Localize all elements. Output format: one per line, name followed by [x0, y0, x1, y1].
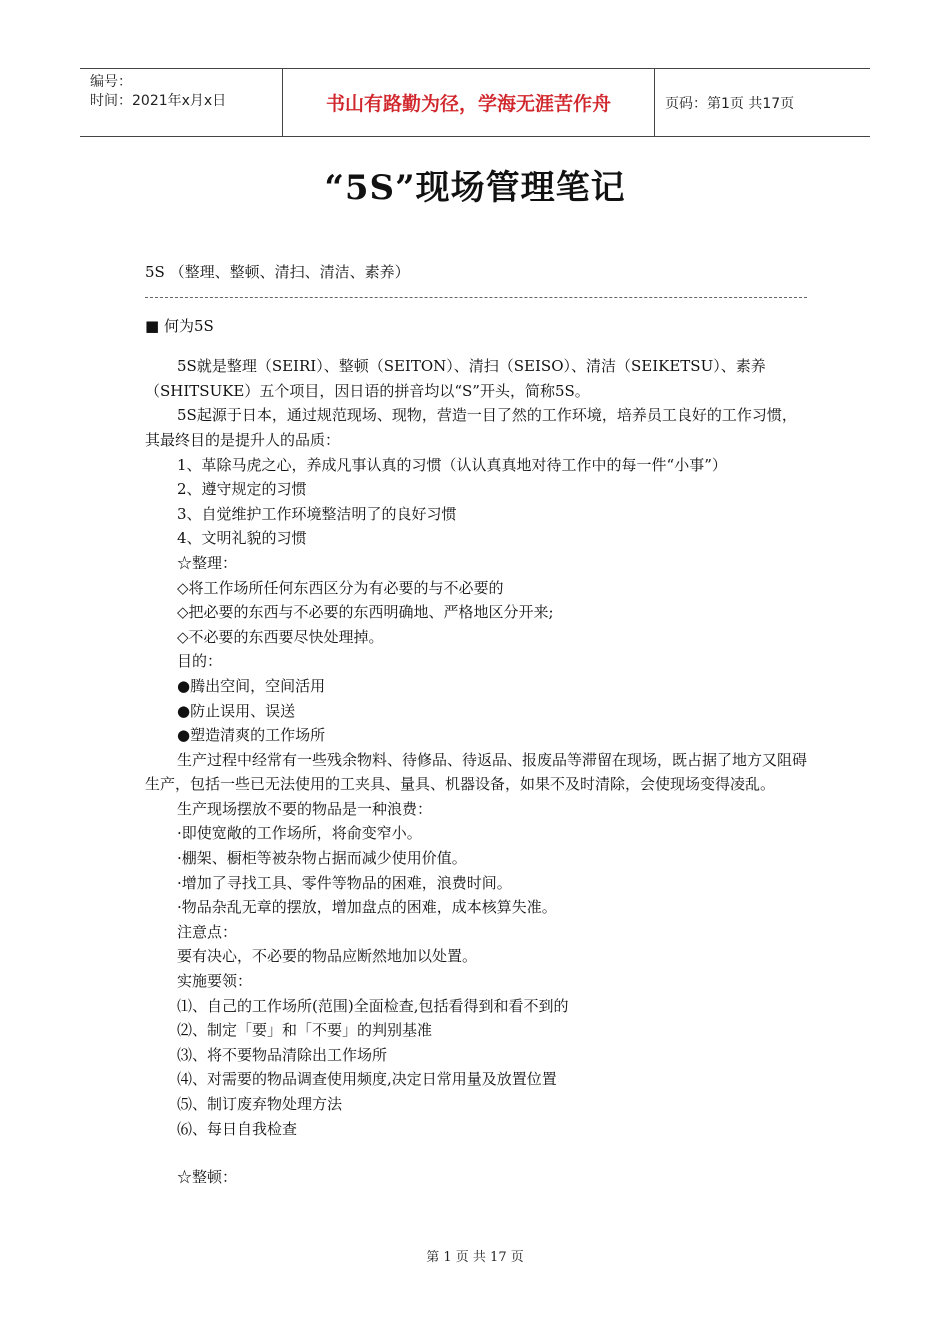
notes-heading: 注意点：	[177, 922, 238, 941]
intro-paragraph-2: 5S起源于日本，通过规范现场、现物，营造一目了然的工作环境，培养员工良好的工作习惯，其最终目的是提升人的品质：	[145, 406, 797, 449]
steps-heading: 实施要领：	[177, 972, 253, 991]
quality-item: 2、遵守规定的习惯	[177, 480, 307, 499]
waste-item: ·增加了寻找工具、零件等物品的困难，浪费时间。	[177, 873, 512, 892]
step-item: ⑴、自己的工作场所(范围)全面检查,包括看得到和看不到的	[177, 996, 569, 1015]
waste-item: ·棚架、橱柜等被杂物占据而减少使用价值。	[177, 849, 467, 868]
dashed-divider	[145, 297, 807, 298]
page-footer: 第 1 页 共 17 页	[426, 1250, 524, 1265]
step-item: ⑸、制订废弃物处理方法	[177, 1095, 343, 1113]
quality-item: 3、自觉维护工作环境整洁明了的良好习惯	[177, 504, 457, 523]
document-header	[80, 68, 870, 137]
seiri-point: ◇把必要的东西与不必要的东西明确地、严格地区分开来;	[177, 603, 554, 622]
intro-paragraph-1: 5S就是整理（SEIRI）、整顿（SEITON）、清扫（SEISO）、清洁（SEIKETSU）、素养（SHITSUKE）五个项目，因日语的拼音均以“S”开头，简称5S。	[145, 357, 766, 400]
step-item: ⑶、将不要物品清除出工作场所	[177, 1045, 388, 1064]
notes-text: 要有决心，不必要的物品应断然地加以处置。	[177, 947, 478, 966]
waste-paragraph: 生产过程中经常有一些残余物料、待修品、待返品、报废品等滞留在现场，既占据了地方又阻碍生产，包括一些已无法使用的工夹具、量具、机器设备，如果不及时清除，会使现场变得凌乱。	[145, 750, 808, 794]
header-meta	[80, 69, 282, 136]
purpose-heading: 目的：	[177, 652, 223, 671]
step-item: ⑷、对需要的物品调查使用频度,决定日常用量及放置位置	[177, 1070, 557, 1089]
seiri-heading: ☆整理：	[177, 553, 238, 572]
quality-item: 4、文明礼貌的习惯	[177, 529, 307, 548]
step-item: ⑹、每日自我检查	[177, 1119, 298, 1138]
header-motto: 书山有路勤为径，学海无涯苦作舟	[282, 69, 655, 136]
time-label: 时间：2021年x月x日	[90, 93, 227, 109]
waste-item: ·物品杂乱无章的摆放，增加盘点的困难，成本核算失准。	[177, 898, 557, 917]
purpose-item: ●防止误用、误送	[177, 701, 296, 720]
purpose-item: ●腾出空间，空间活用	[177, 676, 326, 695]
subtitle: 5S （整理、整顿、清扫、清洁、素养）	[145, 263, 410, 281]
seiri-point: ◇将工作场所任何东西区分为有必要的与不必要的	[177, 578, 504, 597]
section-heading: ■ 何为5S	[145, 316, 214, 335]
purpose-item: ●塑造清爽的工作场所	[177, 726, 326, 745]
waste-item: ·即使宽敞的工作场所，将俞变窄小。	[177, 824, 422, 843]
step-item: ⑵、制定「要」和「不要」的判别基准	[177, 1021, 433, 1040]
seiton-heading: ☆整顿：	[177, 1168, 238, 1187]
document-title: “5S”现场管理笔记	[324, 168, 626, 208]
waste-heading: 生产现场摆放不要的物品是一种浪费：	[177, 799, 433, 818]
document-body	[145, 260, 810, 1190]
number-label: 编号：	[90, 74, 132, 90]
quality-item: 1、革除马虎之心，养成凡事认真的习惯（认认真真地对待工作中的每一件“小事”）	[177, 455, 727, 474]
seiri-point: ◇不必要的东西要尽快处理掉。	[177, 627, 384, 646]
header-page-info: 页码：第1页 共17页	[665, 95, 795, 112]
